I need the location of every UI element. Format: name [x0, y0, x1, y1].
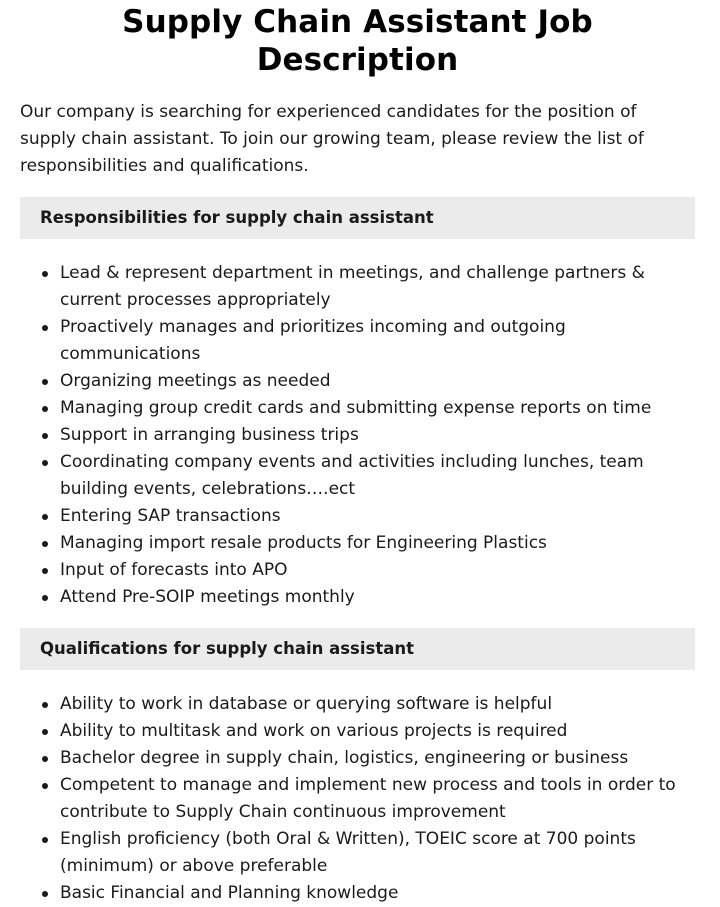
list-item: Input of forecasts into APO [20, 557, 695, 584]
list-item: Coordinating company events and activities including lunches, team building events, celebrations….ect [20, 449, 695, 503]
qualifications-list [20, 691, 695, 907]
page-title: Supply Chain Assistant Job Description [122, 4, 593, 78]
list-item: Managing group credit cards and submitting expense reports on time [20, 395, 695, 422]
list-item: Bachelor degree in supply chain, logistics, engineering or business [20, 745, 695, 772]
list-item: Ability to work in database or querying software is helpful [20, 691, 695, 718]
qualifications-heading: Qualifications for supply chain assistant [20, 628, 695, 670]
responsibilities-heading: Responsibilities for supply chain assistant [20, 197, 695, 239]
list-item: Lead & represent department in meetings, and challenge partners & current processes appropriately [20, 260, 695, 314]
list-item: Organizing meetings as needed [20, 368, 695, 395]
list-item: Competent to manage and implement new process and tools in order to contribute to Supply Chain continuous improvement [20, 772, 695, 826]
list-item: Ability to multitask and work on various projects is required [20, 718, 695, 745]
intro-paragraph: Our company is searching for experienced candidates for the position of supply chain assistant. To join our growing team, please review the list of responsibilities and qualifications. [20, 102, 644, 176]
list-item: Support in arranging business trips [20, 422, 695, 449]
list-item: Basic Financial and Planning knowledge [20, 880, 695, 907]
list-item: Proactively manages and prioritizes incoming and outgoing communications [20, 314, 695, 368]
list-item: Entering SAP transactions [20, 503, 695, 530]
list-item: English proficiency (both Oral & Written), TOEIC score at 700 points (minimum) or above preferable [20, 826, 695, 880]
list-item: Attend Pre-SOIP meetings monthly [20, 584, 695, 611]
list-item: Managing import resale products for Engineering Plastics [20, 530, 695, 557]
responsibilities-list [20, 260, 695, 611]
